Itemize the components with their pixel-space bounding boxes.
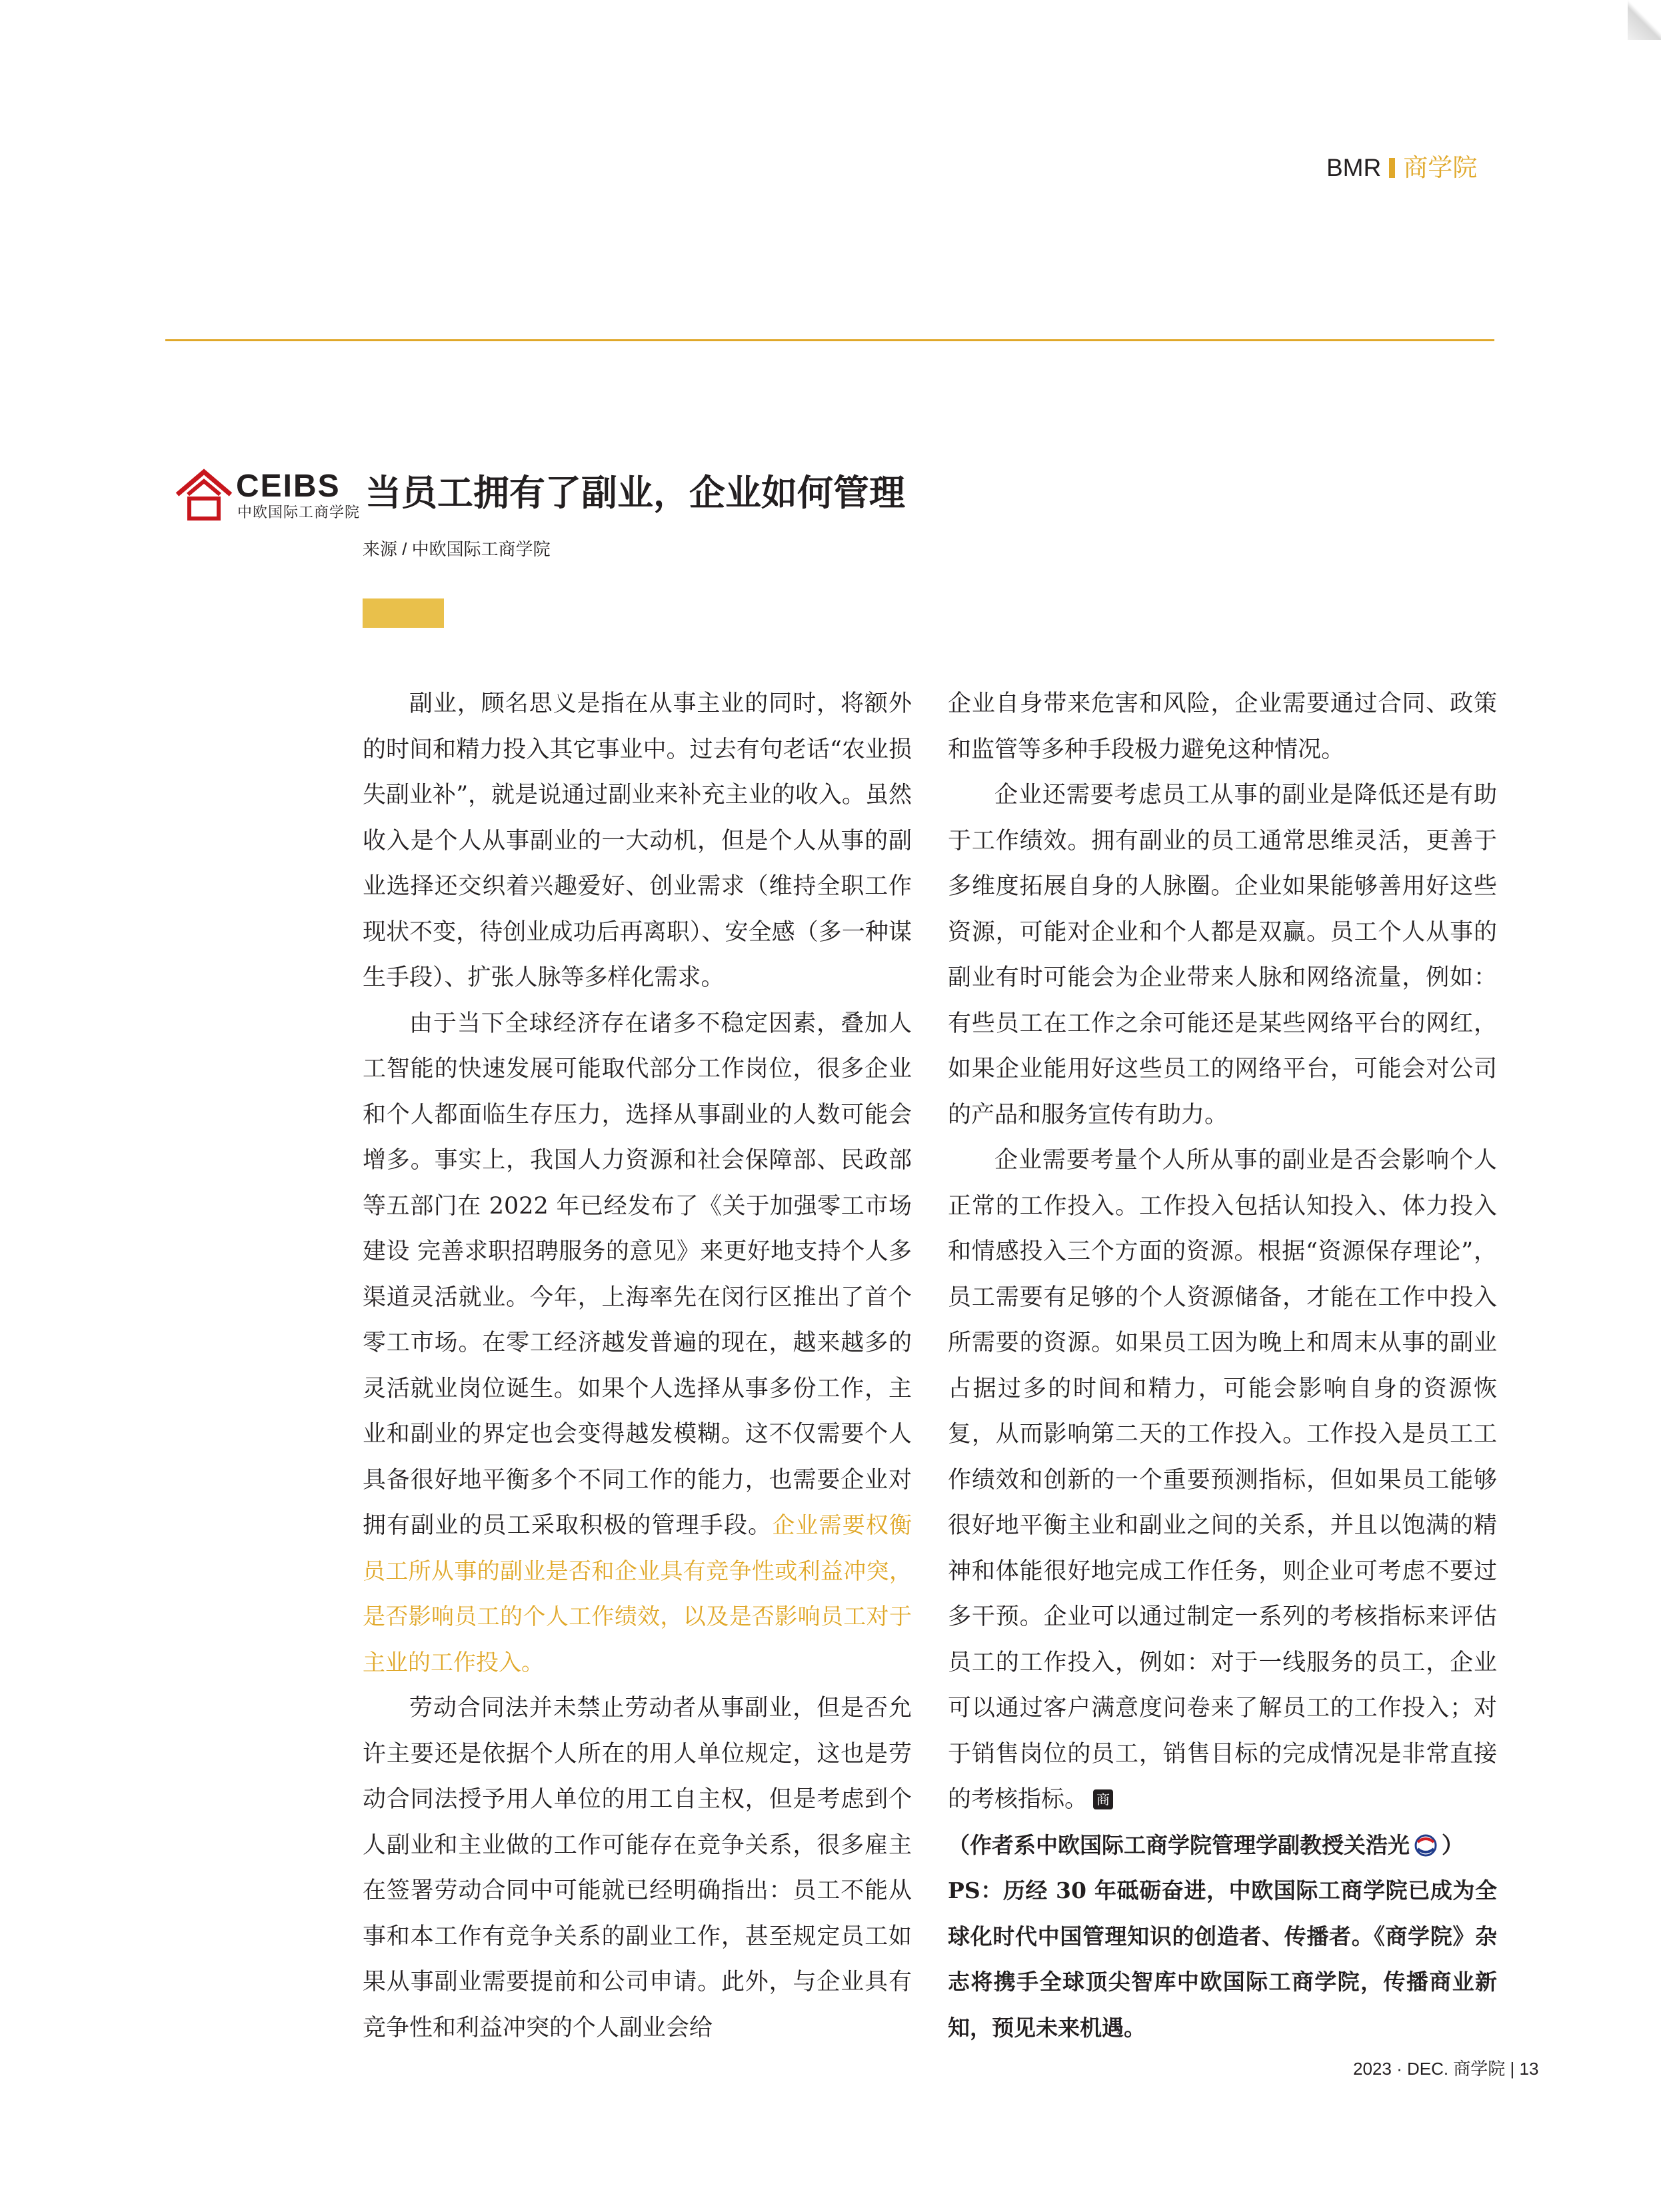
end-mark-icon: 商 bbox=[1093, 1789, 1113, 1809]
logo-wordmark: CEIBS bbox=[236, 469, 341, 504]
page-corner-curl bbox=[1628, 0, 1661, 40]
author-note-close: ） bbox=[1442, 1831, 1464, 1858]
paragraph: 企业还需要考虑员工从事的副业是降低还是有助于工作绩效。拥有副业的员工通常思维灵活，更善于多维度拓展自身的人脉圈。企业如果能够善用好这些资源，可能对企业和个人都是双赢。员工个人从事的副业有时可能会为企业带来人脉和网络流量，例如：有些员工在工作之余可能还是某些网络平台的网红，如果企业能用好这些员工的网络平台，可能会对公司的产品和服务宣传有助力。 bbox=[948, 782, 1497, 1128]
paragraph-text: 由于当下全球经济存在诸多不稳定因素，叠加人工智能的快速发展可能取代部分工作岗位，很多企业和个人都面临生存压力，选择从事副业的人数可能会增多。事实上，我国人力资源和社会保障部、民政部等五部门在 2022 年已经发布了《关于加强零工市场建设 完善求职招聘服务的意见》来更好地支持个人多渠道灵活就业。今年，上海率先在闵行区推出了首个零工市场。在零工经济越发普遍的现在，越来越多的灵活就业岗位诞生。如果个人选择从事多份工作，主业和副业的界定也会变得越发模糊。这不仅需要个人具备很好地平衡多个不同工作的能力，也需要企业对拥有副业的员工采取积极的管理手段。 bbox=[363, 1010, 912, 1539]
article-source: 来源 / 中欧国际工商学院 bbox=[363, 539, 551, 559]
ceibs-logo bbox=[175, 468, 361, 524]
ceibs-emblem-icon bbox=[175, 468, 233, 523]
author-note bbox=[948, 1823, 1497, 1869]
section-name: 商学院 bbox=[1403, 154, 1478, 181]
accent-block bbox=[363, 598, 444, 628]
paragraph: 劳动合同法并未禁止劳动者从事副业，但是否允许主要还是依据个人所在的用人单位规定，这也是劳动合同法授予用人单位的用工自主权，但是考虑到个人副业和主业做的工作可能存在竞争关系，很多雇主在签署劳动合同中可能就已经明确指出：员工不能从事和本工作有竞争关系的副业工作，甚至规定员工如果从事副业需要提前和公司申请。此外，与企业具有竞争性和利益冲突的个人副业会给 bbox=[363, 1695, 912, 2041]
globe-logo-icon bbox=[1412, 1834, 1439, 1857]
highlighted-text: 企业需要权衡员工所从事的副业是否和企业具有竞争性或利益冲突，是否影响员工的个人工作绩效，以及是否影响员工对于主业的工作投入。 bbox=[363, 1512, 912, 1676]
header-divider-bar bbox=[1389, 158, 1395, 178]
header-rule bbox=[165, 339, 1494, 341]
body-column-right bbox=[948, 681, 1497, 2051]
logo-chinese-name: 中欧国际工商学院 bbox=[237, 505, 361, 521]
article-title: 当员工拥有了副业，企业如何管理 bbox=[365, 472, 905, 514]
body-column-left bbox=[363, 681, 912, 2051]
paragraph: 副业，顾名思义是指在从事主业的同时，将额外的时间和精力投入其它事业中。过去有句老话“农业损失副业补”，就是说通过副业来补充主业的收入。虽然收入是个人从事副业的一大动机，但是个人从事的副业选择还交织着兴趣爱好、创业需求（维持全职工作现状不变，待创业成功后再离职）、安全感（多一种谋生手段）、扩张人脉等多样化需求。 bbox=[363, 690, 912, 991]
running-head bbox=[1326, 152, 1477, 184]
magazine-brand: BMR bbox=[1326, 154, 1382, 181]
paragraph bbox=[948, 1138, 1497, 1823]
page-folio: 2023 · DEC. 商学院 | 13 bbox=[1353, 2059, 1539, 2079]
author-note-text: （作者系中欧国际工商学院管理学副教授关浩光 bbox=[948, 1831, 1410, 1858]
paragraph-text: 企业需要考量个人所从事的副业是否会影响个人正常的工作投入。工作投入包括认知投入、体力投入和情感投入三个方面的资源。根据“资源保存理论”，员工需要有足够的个人资源储备，才能在工作中投入所需要的资源。如果员工因为晚上和周末从事的副业占据过多的时间和精力，可能会影响自身的资源恢复，从而影响第二天的工作投入。工作投入是员工工作绩效和创新的一个重要预测指标，但如果员工能够很好地平衡主业和副业之间的关系，并且以饱满的精神和体能很好地完成工作任务，则企业可考虑不要过多干预。企业可以通过制定一系列的考核指标来评估员工的工作投入，例如：对于一线服务的员工，企业可以通过客户满意度问卷来了解员工的工作投入；对于销售岗位的员工，销售目标的完成情况是非常直接的考核指标。 bbox=[948, 1147, 1497, 1813]
paragraph bbox=[363, 1001, 912, 1686]
ps-note: PS：历经 30 年砥砺奋进，中欧国际工商学院已成为全球化时代中国管理知识的创造者、传播者。《商学院》杂志将携手全球顶尖智库中欧国际工商学院，传播商业新知，预见未来机遇。 bbox=[948, 1877, 1497, 2041]
paragraph: 企业自身带来危害和风险，企业需要通过合同、政策和监管等多种手段极力避免这种情况。 bbox=[948, 690, 1497, 763]
